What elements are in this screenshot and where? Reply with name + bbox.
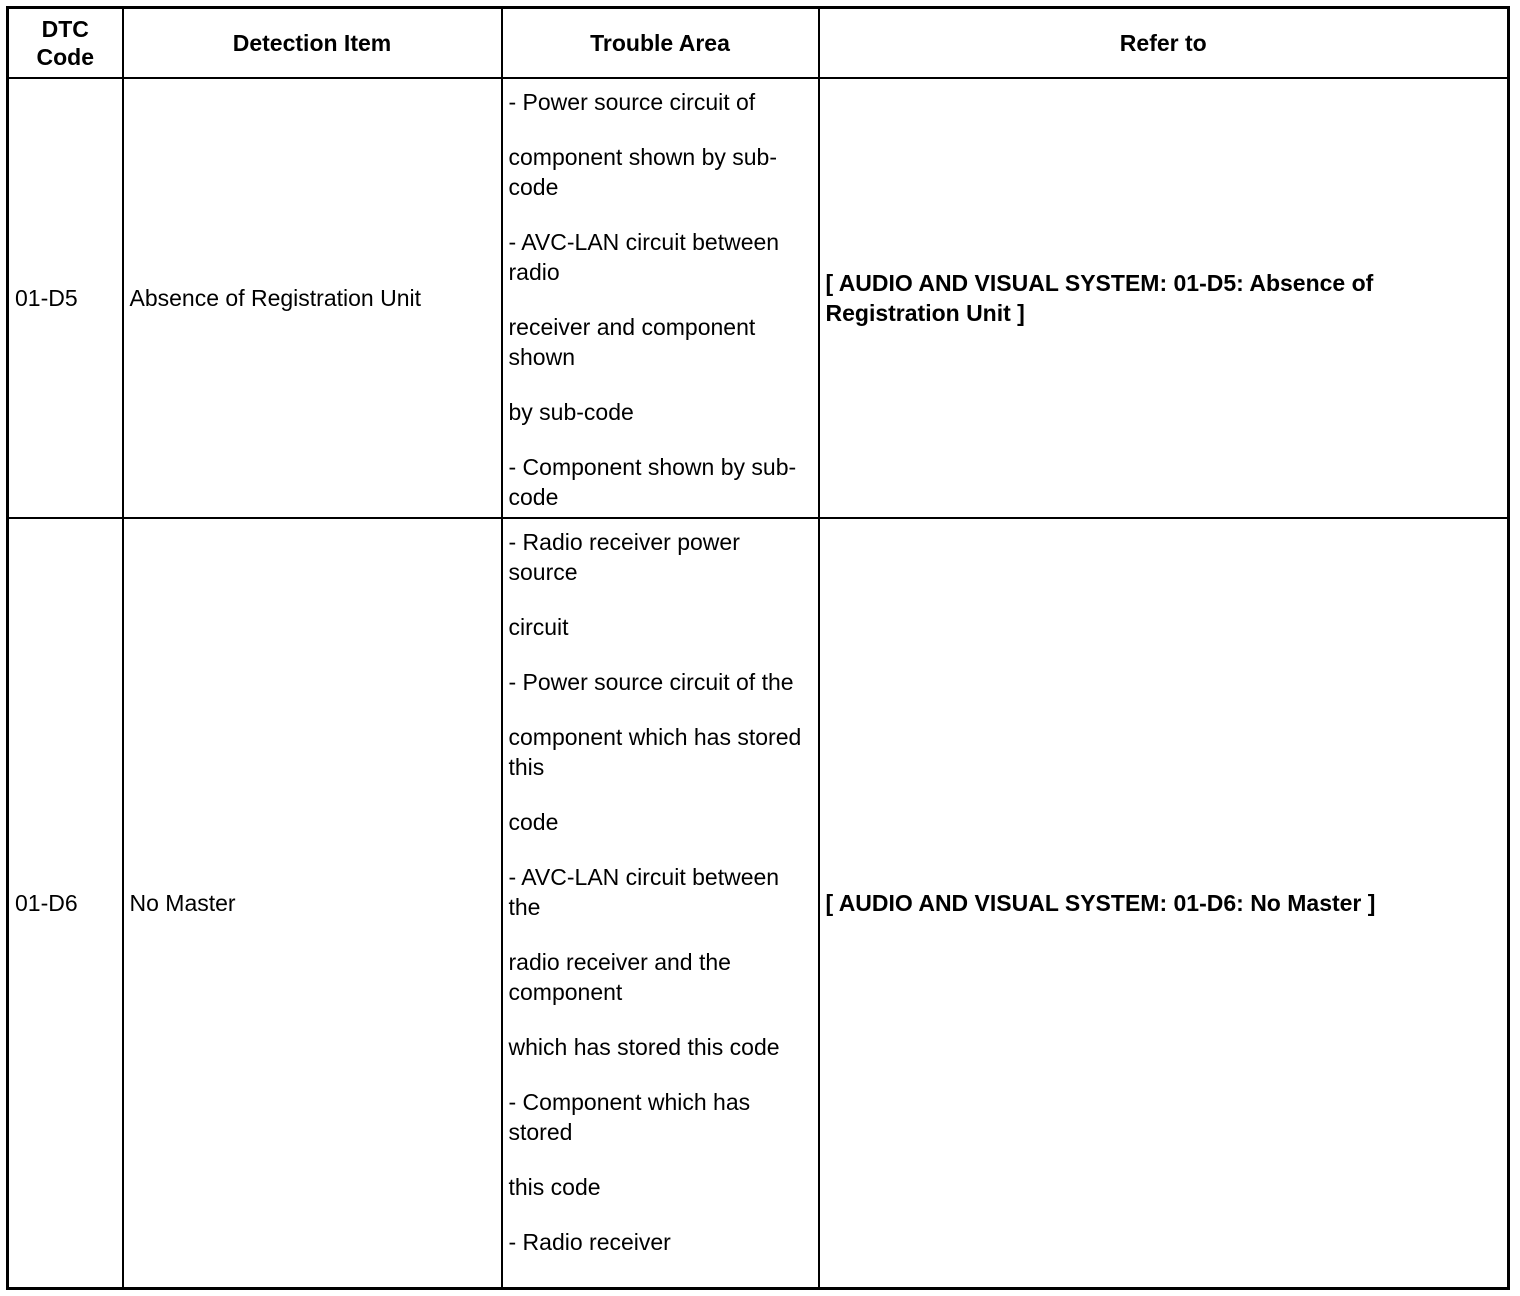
- header-trouble-area: Trouble Area: [502, 8, 819, 79]
- trouble-line: radio receiver and the component: [508, 949, 731, 1005]
- trouble-line: component shown by sub-code: [508, 144, 777, 200]
- trouble-area-cell: [502, 78, 819, 518]
- trouble-line: - Power source circuit of: [508, 89, 756, 115]
- refer-link[interactable]: [ AUDIO AND VISUAL SYSTEM: 01-D5: Absence of Registration Unit ]: [819, 78, 1509, 518]
- trouble-line: - AVC-LAN circuit between the: [508, 864, 780, 920]
- trouble-line: - Radio receiver power source: [508, 529, 740, 585]
- header-dtc-code: DTC Code: [8, 8, 123, 79]
- trouble-line: - Power source circuit of the: [508, 669, 794, 695]
- trouble-line: - Radio receiver: [508, 1229, 671, 1255]
- header-refer-to: Refer to: [819, 8, 1509, 79]
- trouble-area-cell: [502, 518, 819, 1289]
- table-row: [8, 78, 1509, 518]
- table-row: [8, 518, 1509, 1289]
- trouble-line: - AVC-LAN circuit between radio: [508, 229, 780, 285]
- detection-item-cell: Absence of Registration Unit: [123, 78, 502, 518]
- dtc-code-cell: 01-D5: [8, 78, 123, 518]
- trouble-line: circuit: [508, 614, 569, 640]
- detection-item-cell: No Master: [123, 518, 502, 1289]
- trouble-line: code: [508, 809, 559, 835]
- trouble-line: - Component shown by sub-code: [508, 454, 797, 510]
- trouble-line: by sub-code: [508, 399, 634, 425]
- trouble-line: receiver and component shown: [508, 314, 756, 370]
- header-row: [8, 8, 1509, 79]
- header-detection-item: Detection Item: [123, 8, 502, 79]
- trouble-line: which has stored this code: [508, 1034, 780, 1060]
- refer-link[interactable]: [ AUDIO AND VISUAL SYSTEM: 01-D6: No Master ]: [819, 518, 1509, 1289]
- dtc-code-cell: 01-D6: [8, 518, 123, 1289]
- trouble-line: - Component which has stored: [508, 1089, 751, 1145]
- trouble-line: component which has stored this: [508, 724, 802, 780]
- trouble-line: this code: [508, 1174, 601, 1200]
- dtc-table: [6, 6, 1510, 1290]
